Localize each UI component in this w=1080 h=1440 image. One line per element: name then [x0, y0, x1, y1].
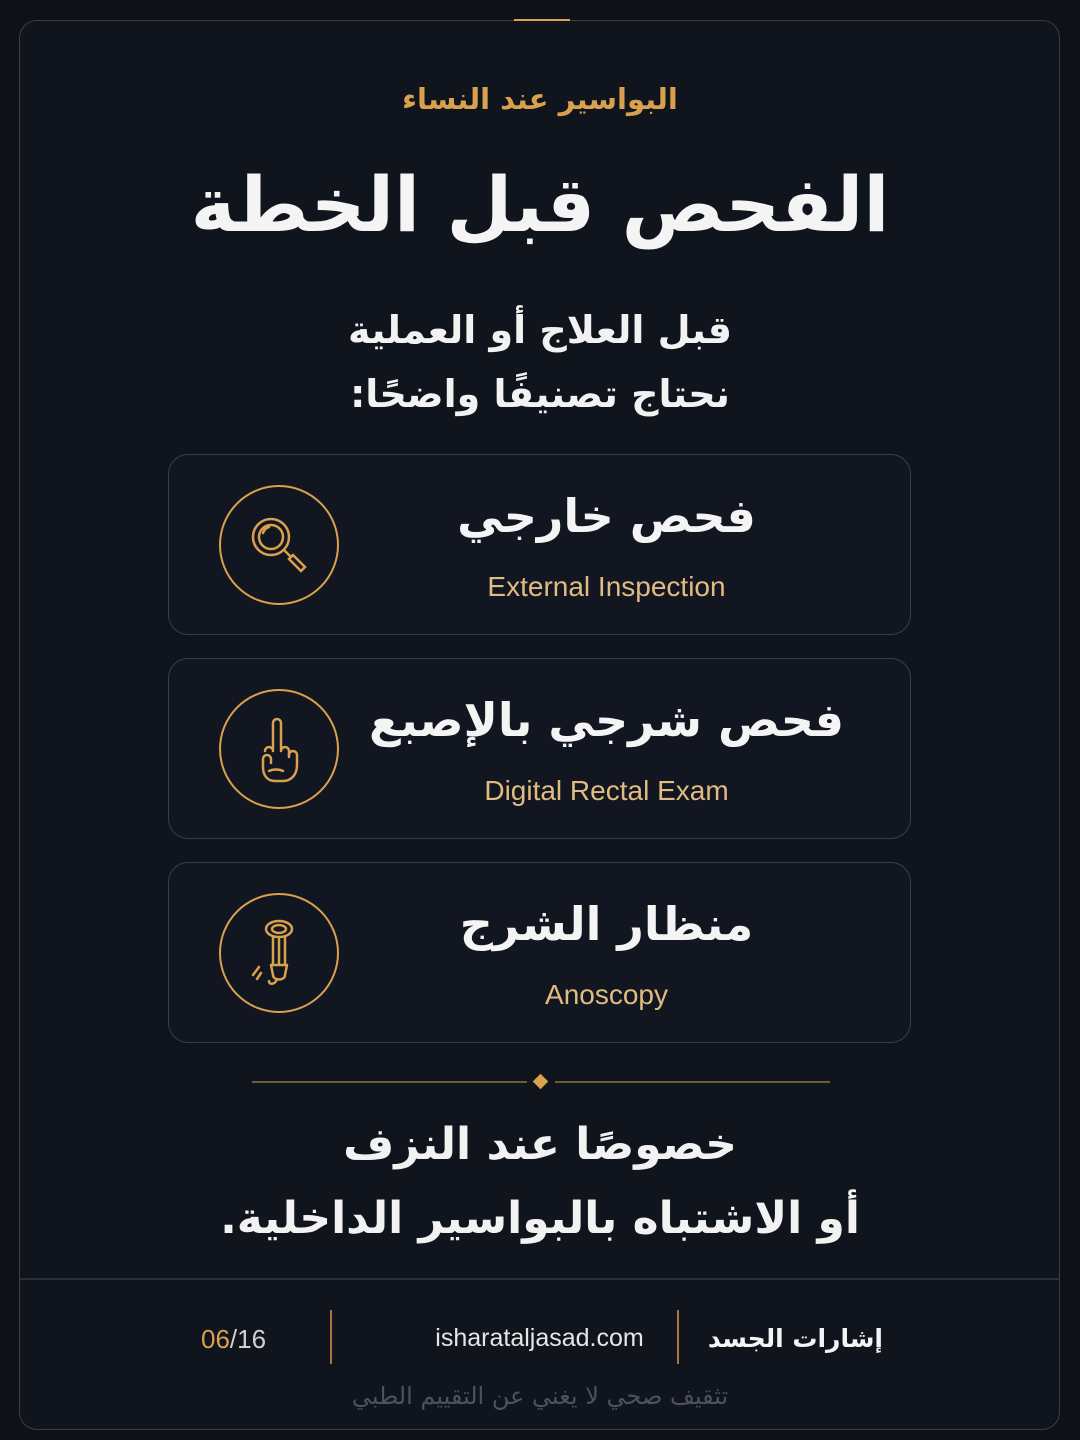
footer-divider — [20, 1278, 1059, 1280]
magnifier-icon — [219, 485, 339, 605]
ornament-divider — [252, 1075, 830, 1089]
card-title-en: Anoscopy — [545, 979, 668, 1010]
brand-name: إشارات الجسد — [707, 1324, 883, 1353]
footer — [20, 1310, 1059, 1366]
diamond-icon — [533, 1074, 549, 1090]
card-title-ar: فحص شرجي بالإصبع — [368, 693, 845, 747]
exam-card-digital — [168, 658, 911, 839]
intro-text — [0, 298, 1080, 426]
footer-separator — [330, 1310, 332, 1364]
page-counter — [201, 1324, 266, 1355]
closing-line-1: خصوصًا عند النزف — [343, 1119, 737, 1170]
intro-line-2: نحتاج تصنيفًا واضحًا: — [350, 372, 730, 416]
eyebrow-topic: البواسير عند النساء — [402, 82, 678, 116]
page-total: /16 — [229, 1324, 267, 1354]
card-title-ar: منظار الشرج — [459, 897, 754, 951]
card-title-en: External Inspection — [487, 571, 726, 602]
finger-icon — [219, 689, 339, 809]
disclaimer: تثقيف صحي لا يغني عن التقييم الطبي — [351, 1382, 729, 1410]
page-current: 06 — [201, 1324, 230, 1354]
page-title: الفحص قبل الخطة — [190, 160, 890, 249]
closing-text — [0, 1108, 1080, 1256]
exam-card-anoscopy — [168, 862, 911, 1043]
intro-line-1: قبل العلاج أو العملية — [348, 308, 732, 352]
website-link[interactable]: isharataljasad.com — [435, 1324, 644, 1352]
closing-line-2: أو الاشتباه بالبواسير الداخلية. — [220, 1193, 860, 1244]
exam-card-external — [168, 454, 911, 635]
anoscope-icon — [219, 893, 339, 1013]
top-accent-bar — [514, 19, 570, 21]
card-title-ar: فحص خارجي — [457, 489, 756, 543]
card-title-en: Digital Rectal Exam — [484, 775, 729, 806]
